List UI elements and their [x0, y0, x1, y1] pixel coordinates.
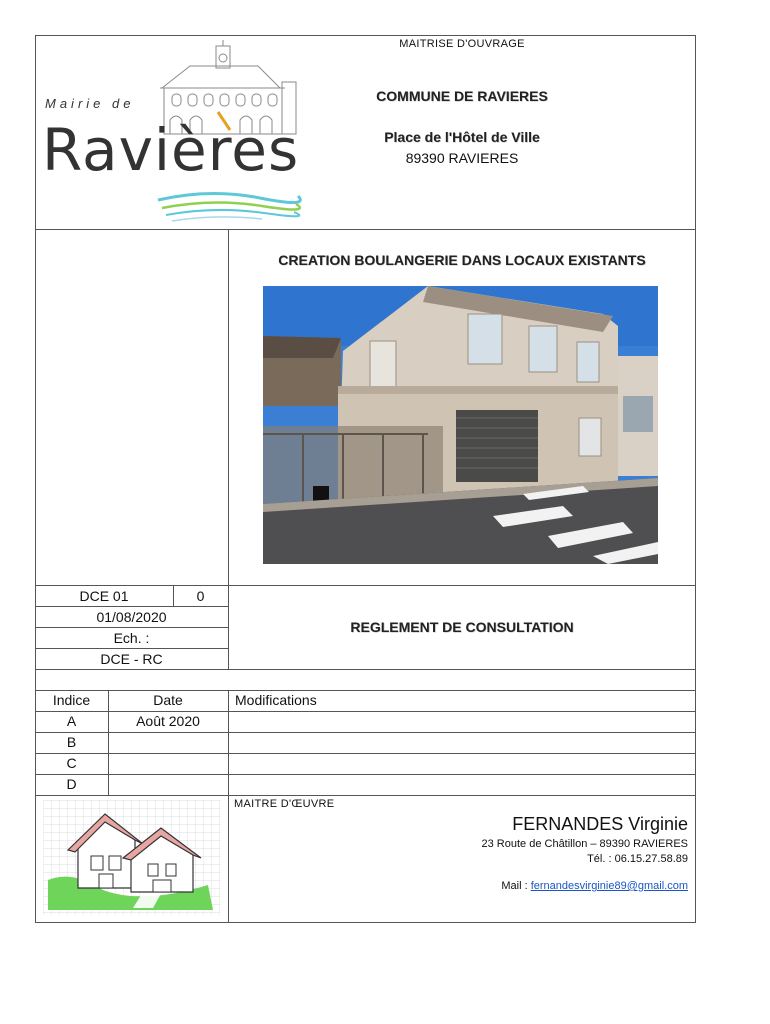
divider — [35, 753, 696, 754]
revision-date: Août 2020 — [136, 713, 200, 729]
architect-logo — [43, 800, 220, 915]
building-photo — [263, 286, 658, 564]
revision-indice: B — [66, 734, 77, 750]
divider — [35, 690, 696, 691]
doc-index-value: 0 — [196, 588, 205, 604]
divider — [35, 627, 228, 628]
address-line-2: 89390 RAVIERES — [405, 150, 519, 166]
divider — [35, 606, 228, 607]
divider — [35, 229, 696, 230]
doc-title: REGLEMENT DE CONSULTATION — [350, 619, 574, 635]
divider — [35, 732, 696, 733]
architect-mail-row — [495, 868, 688, 892]
revision-header-date: Date — [153, 692, 183, 708]
address-line-1: Place de l'Hôtel de Ville — [384, 129, 540, 145]
maitrise-label: MAITRISE D'OUVRAGE — [399, 38, 525, 50]
doc-code: DCE 01 — [79, 588, 129, 604]
house-sketch-icon — [43, 800, 220, 915]
architect-label: MAITRE D'ŒUVRE — [234, 798, 335, 810]
architect-phone: Tél. : 06.15.27.58.89 — [587, 853, 688, 865]
revision-header-modifications: Modifications — [235, 692, 317, 708]
revision-indice: D — [66, 776, 77, 792]
divider — [35, 774, 696, 775]
logo-small-text: Mairie de — [45, 96, 135, 111]
architect-address: 23 Route de Châtillon – 89390 RAVIERES — [481, 838, 688, 850]
divider — [35, 648, 228, 649]
divider — [35, 585, 696, 586]
divider — [228, 690, 229, 923]
divider — [228, 229, 229, 669]
doc-date: 01/08/2020 — [96, 609, 167, 625]
architect-name: FERNANDES Virginie — [512, 814, 688, 834]
revision-header-indice: Indice — [52, 692, 91, 708]
doc-scale: Ech. : — [113, 630, 150, 646]
divider — [35, 669, 696, 670]
revision-indice: A — [66, 713, 77, 729]
doc-type: DCE - RC — [100, 651, 163, 667]
divider — [35, 711, 696, 712]
architect-mail-link[interactable]: fernandesvirginie89@gmail.com — [530, 880, 688, 892]
divider — [35, 795, 696, 796]
revision-indice: C — [66, 755, 77, 771]
architect-mail-label: Mail : — [501, 880, 531, 892]
project-title: CREATION BOULANGERIE DANS LOCAUX EXISTANTS — [278, 252, 646, 268]
commune-name: COMMUNE DE RAVIERES — [376, 88, 548, 104]
logo-big-text: Ravières — [42, 116, 300, 184]
